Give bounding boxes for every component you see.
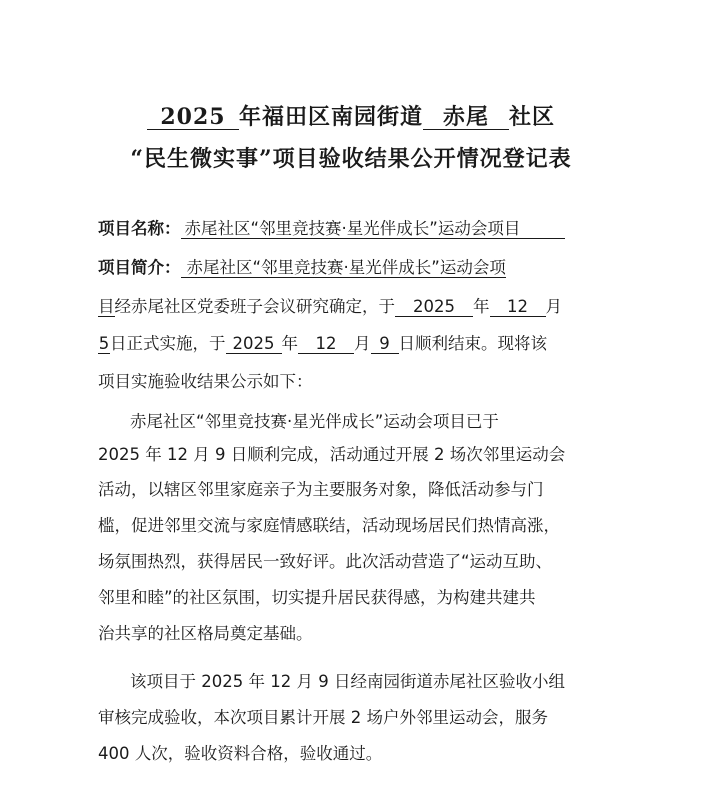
paragraph1-line: 邻里和睦”的社区氛围，切实提升居民获得感，为构建共建共	[98, 588, 536, 607]
start-year: 2025	[395, 298, 473, 317]
end-day: 9	[371, 335, 399, 354]
paragraph1-line: 治共享的社区格局奠定基础。	[98, 624, 313, 643]
project-intro-row-3	[98, 330, 547, 354]
project-intro-row-1	[98, 254, 506, 278]
title-community: 赤尾	[423, 105, 509, 130]
end-year: 2025	[226, 335, 282, 354]
intro-text-2: 日正式实施，于	[110, 334, 226, 353]
month-char-2: 月	[354, 334, 371, 353]
paragraph1-line: 2025 年 12 月 9 日顺利完成，活动通过开展 2 场次邻里运动会	[98, 445, 566, 464]
start-day: 5	[98, 334, 110, 353]
project-intro-value: 赤尾社区“邻里竞技赛·星光伴成长”运动会项	[181, 259, 506, 278]
project-intro-label: 项目简介：	[98, 258, 181, 277]
paragraph2-line: 审核完成验收，本次项目累计开展 2 场户外邻里运动会，服务	[98, 708, 548, 727]
paragraph2-line: 该项目于 2025 年 12 月 9 日经南园街道赤尾社区验收小组	[130, 672, 565, 691]
title-year: 2025	[147, 105, 239, 130]
month-char-1: 月	[545, 297, 562, 316]
document-title-line-1	[0, 100, 702, 131]
document-title-line-2: “民生微实事”项目验收结果公开情况登记表	[130, 146, 572, 172]
intro-text-3: 日顺利结束。现将该	[398, 334, 547, 353]
paragraph1-line: 活动，以辖区邻里家庭亲子为主要服务对象，降低活动参与门	[98, 480, 544, 499]
title-suffix: 社区	[509, 104, 556, 130]
project-name-value: 赤尾社区“邻里竞技赛·星光伴成长”运动会项目	[181, 220, 565, 239]
title-mid: 年福田区南园街道	[238, 104, 423, 130]
project-name-row	[98, 215, 565, 239]
start-month: 12	[490, 298, 546, 317]
project-intro-value-b: 目	[98, 297, 115, 316]
paragraph2-line: 400 人次，验收资料合格，验收通过。	[98, 744, 383, 763]
year-char-2: 年	[281, 334, 298, 353]
project-name-label: 项目名称：	[98, 219, 181, 238]
paragraph1-line: 赤尾社区“邻里竞技赛·星光伴成长”运动会项目已于	[130, 412, 499, 431]
year-char-1: 年	[473, 297, 490, 316]
intro-text-1: 经赤尾社区党委班子会议研究确定，于	[114, 297, 395, 316]
end-month: 12	[298, 335, 354, 354]
project-intro-row-2	[98, 293, 562, 317]
paragraph1-line: 槛，促进邻里交流与家庭情感联结，活动现场居民们热情高涨，	[98, 516, 560, 535]
project-intro-row-4: 项目实施验收结果公示如下：	[98, 372, 313, 391]
paragraph1-line: 场氛围热烈，获得居民一致好评。此次活动营造了“运动互助、	[98, 552, 553, 571]
